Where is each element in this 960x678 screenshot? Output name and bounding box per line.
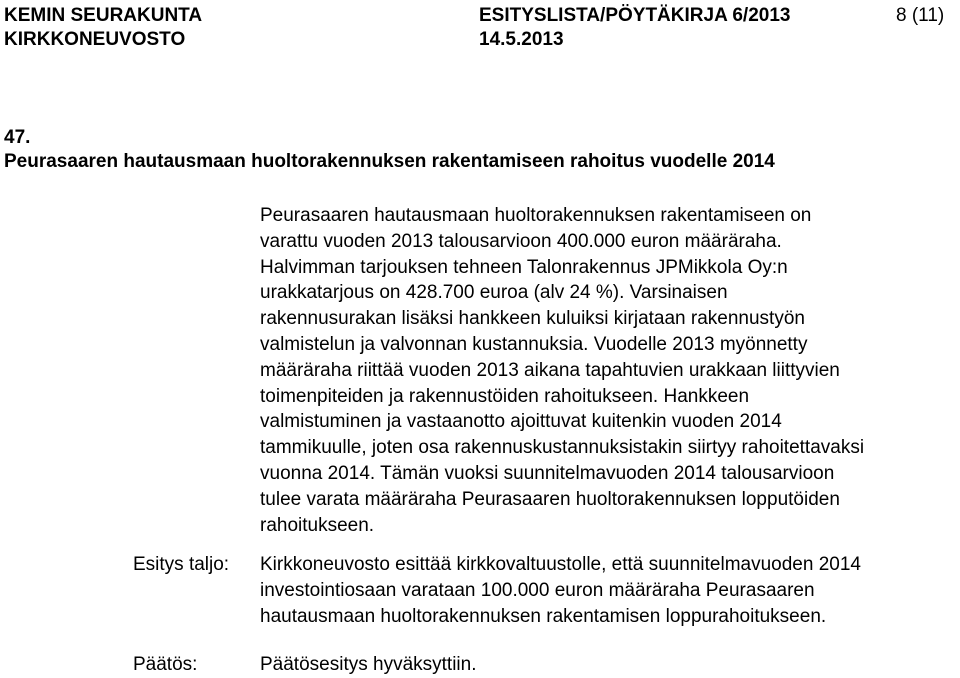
organization-body: KIRKKONEUVOSTO bbox=[4, 29, 186, 50]
body-line: varattu vuoden 2013 talousarvioon 400.000 euron määräraha. bbox=[260, 230, 782, 252]
proposal-label: Esitys taljo: bbox=[133, 554, 230, 575]
organization-name: KEMIN SEURAKUNTA bbox=[4, 5, 203, 26]
proposal-line: Kirkkoneuvosto esittää kirkkovaltuustolle, että suunnitelmavuoden 2014 bbox=[260, 554, 861, 575]
body-paragraph bbox=[260, 203, 960, 538]
proposal-paragraph bbox=[260, 552, 960, 629]
decision-text: Päätösesitys hyväksyttiin. bbox=[260, 654, 477, 675]
body-line: valmistuminen ja vastaanotto ajoittuvat kuitenkin vuoden 2014 bbox=[260, 411, 782, 433]
organization-header bbox=[4, 4, 202, 52]
body-line: Peurasaaren hautausmaan huoltorakennuksen rakentamiseen on bbox=[260, 205, 812, 226]
document-date: 14.5.2013 bbox=[479, 29, 564, 50]
body-line: määräraha riittää vuoden 2013 aikana tapahtuvien urakkaan liittyvien bbox=[260, 359, 840, 381]
document-header bbox=[479, 4, 790, 52]
section-title: Peurasaaren hautausmaan huoltorakennuksen rakentamiseen rahoitus vuodelle 2014 bbox=[4, 151, 775, 172]
body-line: vuonna 2014. Tämän vuoksi suunnitelmavuoden 2014 talousarvioon bbox=[260, 462, 835, 484]
body-line: rahoitukseen. bbox=[260, 514, 375, 536]
body-line: toimenpiteiden ja rakennustöiden rahoitukseen. Hankkeen bbox=[260, 385, 750, 407]
section-number: 47. bbox=[4, 127, 31, 148]
body-line: Halvimman tarjouksen tehneen Talonrakennus JPMikkola Oy:n bbox=[260, 256, 788, 278]
body-line: urakkatarjous on 428.700 euroa (alv 24 %). Varsinaisen bbox=[260, 282, 728, 304]
body-line: valmistelun ja valvonnan kustannuksia. Vuodelle 2013 myönnetty bbox=[260, 333, 808, 355]
proposal-line: investointiosaan varataan 100.000 euron määräraha Peurasaaren bbox=[260, 579, 815, 601]
proposal-line: hautausmaan huoltorakennuksen rakentamisen loppurahoitukseen. bbox=[260, 605, 827, 627]
page-number: 8 (11) bbox=[896, 5, 945, 26]
body-line: tammikuulle, joten osa rakennuskustannuksistakin siirtyy rahoitettavaksi bbox=[260, 437, 865, 459]
body-line: rakennusurakan lisäksi hankkeen kuluiksi kirjataan rakennustyön bbox=[260, 308, 805, 330]
document-type: ESITYSLISTA/PÖYTÄKIRJA 6/2013 bbox=[479, 5, 791, 26]
body-line: tulee varata määräraha Peurasaaren huoltorakennuksen lopputöiden bbox=[260, 488, 840, 510]
decision-label: Päätös: bbox=[133, 654, 198, 675]
